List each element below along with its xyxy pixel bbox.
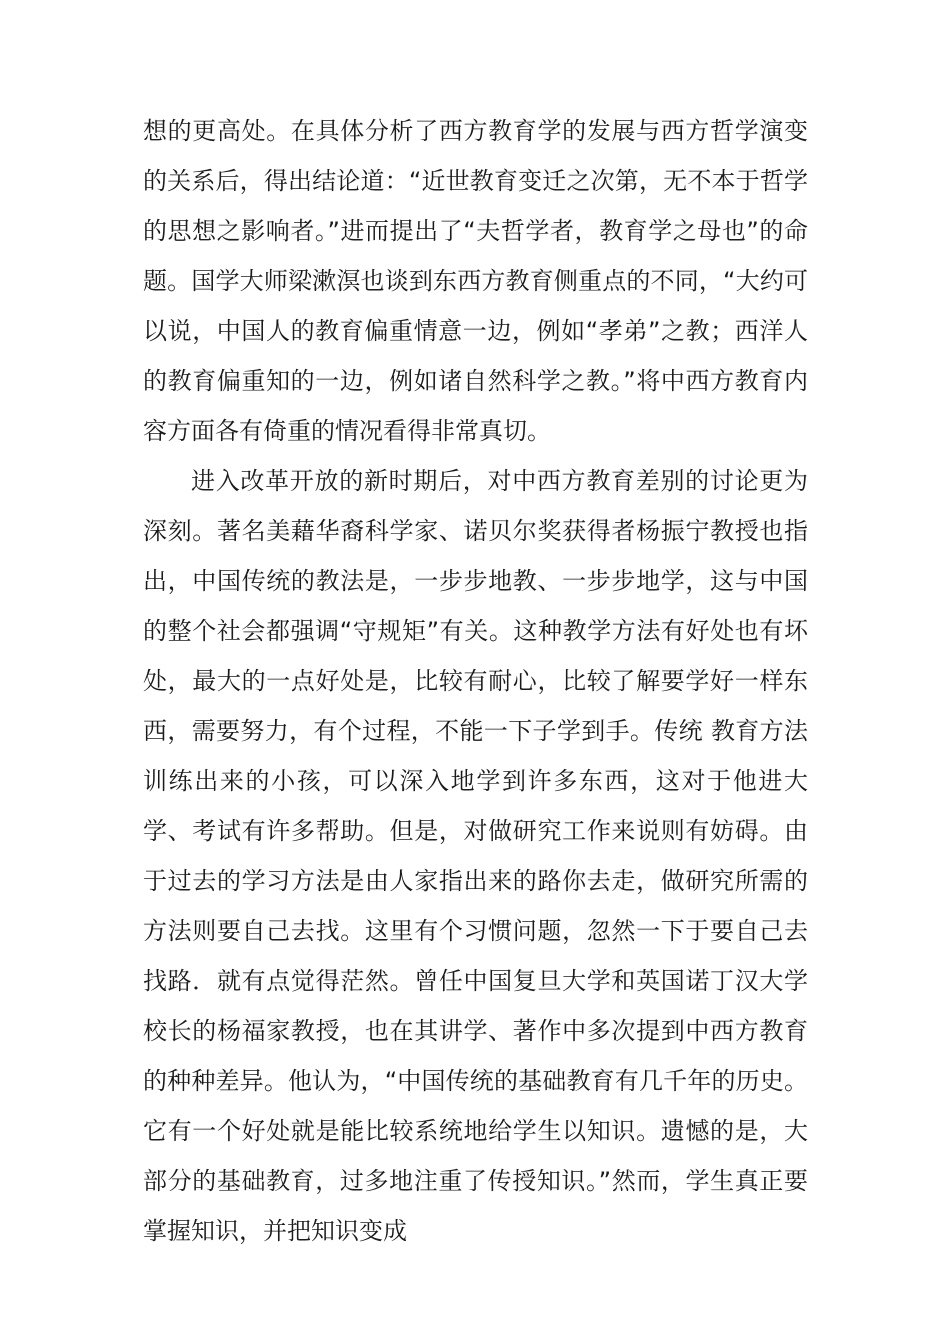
paragraph-continued: 想的更高处。在具体分析了西方教育学的发展与西方哲学演变的关系后，得出结论道：“近世教育变迁之次第，无不本于哲学的思想之影响者。”进而提出了“夫哲学者，教育学之母也”的命题。国学大师梁漱溟也谈到东西方教育侧重点的不同，“大约可以说，中国人的教育偏重情意一边，例如“孝弟”之教；西洋人的教育偏重知的一边，例如诸自然科学之教。”将中西方教育内容方面各有倚重的情况看得非常真切。 bbox=[143, 117, 808, 445]
document-body bbox=[143, 106, 808, 1256]
paragraph-reform-era: 进入改革开放的新时期后，对中西方教育差别的讨论更为深刻。著名美藉华裔科学家、诺贝尔奖获得者杨振宁教授也指出，中国传统的教法是，一步步地教、一步步地学，这与中国的整个社会都强调“守规矩”有关。这种教学方法有好处也有坏处，最大的一点好处是，比较有耐心，比较了解要学好一样东西，需要努力，有个过程，不能一下子学到手。传统 教育方法训练出来的小孩，可以深入地学到许多东西，这对于他进大学、考试有许多帮助。但是，对做研究工作来说则有妨碍。由于过去的学习方法是由人家指出来的路你去走，做研究所需的方法则要自己去找。这里有个习惯问题，忽然一下于要自己去找路．就有点觉得茫然。曾任中国复旦大学和英国诺丁汉大学校长的杨福家教授，也在其讲学、著作中多次提到中西方教育的种种差异。他认为，“中国传统的基础教育有几千年的历史。它有一个好处就是能比较系统地给学生以知识。遗憾的是，大部分的基础教育，过多地注重了传授知识。”然而，学生真正要掌握知识，并把知识变成 bbox=[143, 467, 808, 1245]
